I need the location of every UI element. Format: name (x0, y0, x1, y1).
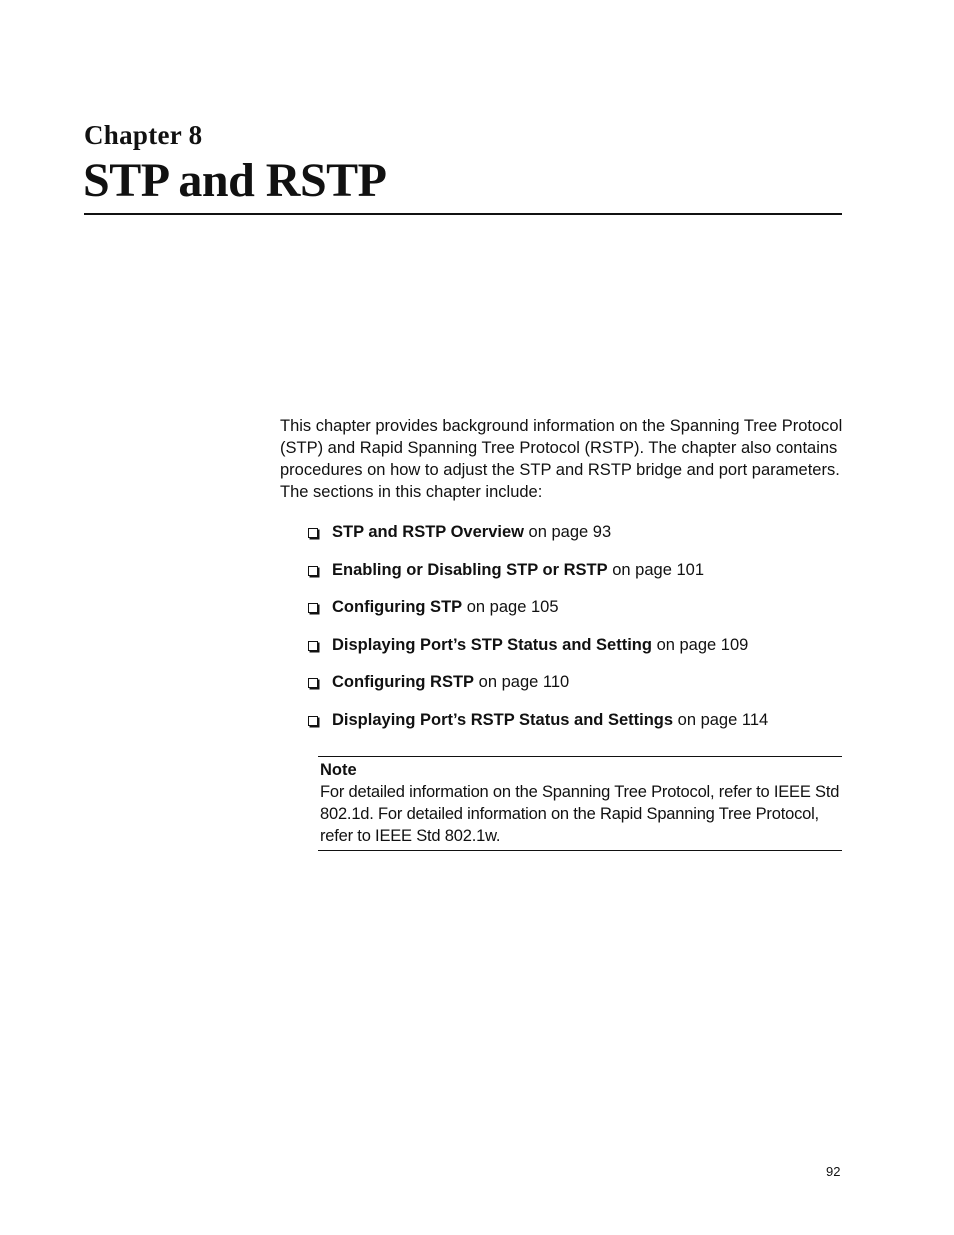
checkbox-icon (308, 566, 318, 576)
toc-item (308, 520, 848, 558)
toc-item (308, 558, 848, 596)
note-box (318, 756, 842, 851)
chapter-title: STP and RSTP (83, 154, 387, 207)
intro-paragraph: This chapter provides background information on the Spanning Tree Protocol (STP) and Rapid Spanning Tree Protocol (RSTP). The chapter also contains procedures on how to adjust the STP and RSTP bridge and port parameters. The sections in this chapter include: (280, 417, 843, 501)
toc-page-ref: on page 109 (651, 635, 749, 654)
toc-link[interactable]: Displaying Port’s RSTP Status and Settings (332, 710, 674, 729)
toc-link[interactable]: Configuring STP (332, 598, 463, 616)
toc-page-ref: on page 101 (607, 560, 704, 579)
note-heading: Note (320, 761, 357, 779)
toc-link[interactable]: Displaying Port’s STP Status and Setting (332, 635, 652, 654)
toc-page-ref: on page 105 (462, 598, 559, 616)
toc-link[interactable]: Enabling or Disabling STP or RSTP (332, 560, 608, 579)
checkbox-icon (308, 528, 318, 538)
toc-item (308, 670, 848, 708)
toc-item (308, 633, 848, 671)
note-body: For detailed information on the Spanning Tree Protocol, refer to IEEE Std 802.1d. For detailed information on the Rapid Spanning Tree Protocol, refer to IEEE Std 802.1w. (320, 783, 840, 845)
toc-item (308, 595, 848, 633)
checkbox-icon (308, 603, 318, 613)
toc-link[interactable]: Configuring RSTP (332, 673, 475, 691)
title-rule (84, 213, 842, 215)
toc-page-ref: on page 110 (474, 673, 570, 691)
chapter-label: Chapter 8 (84, 120, 203, 150)
page-number: 92 (826, 1164, 841, 1179)
toc-page-ref: on page 114 (673, 710, 769, 729)
toc-item (308, 708, 848, 746)
checkbox-icon (308, 678, 318, 688)
toc-page-ref: on page 93 (523, 523, 612, 541)
toc-link[interactable]: STP and RSTP Overview (332, 523, 524, 541)
checkbox-icon (308, 716, 318, 726)
checkbox-icon (308, 641, 318, 651)
toc-list (308, 520, 848, 745)
